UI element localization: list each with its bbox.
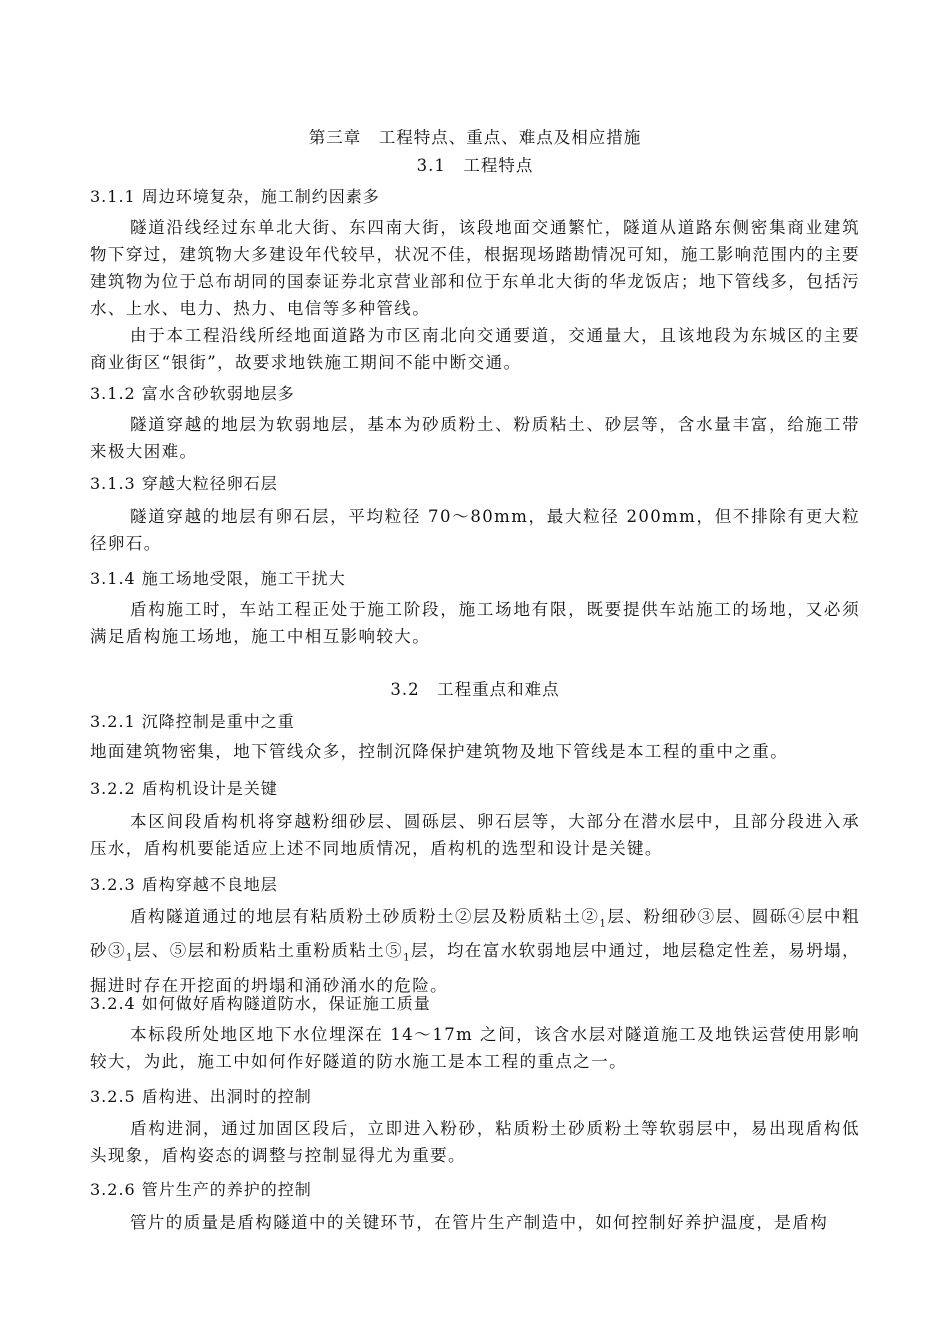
paragraph: 隧道沿线经过东单北大街、东四南大街，该段地面交通繁忙，隧道从道路东侧密集商业建筑物下穿过，建筑物大多建设年代较早，状况不佳，根据现场踏勘情况可知，施工影响范围内的主要建筑物为位于总布胡同的国泰证券北京营业部和位于东单北大街的华龙饭店；地下管线多，包括污水、上水、电力、热力、电信等多种管线。 (90, 218, 860, 318)
subsection-heading-3-2-5: 3.2.5 盾构进、出洞时的控制 (90, 1087, 312, 1106)
section-title-3-1: 3.1 工程特点 (416, 156, 534, 175)
chapter-title: 第三章 工程特点、重点、难点及相应措施 (308, 128, 642, 147)
subsection-heading-3-2-2: 3.2.2 盾构机设计是关键 (90, 779, 278, 798)
paragraph: 本区间段盾构机将穿越粉细砂层、圆砾层、卵石层等，大部分在潜水层中，且部分段进入承压水，盾构机要能适应上述不同地质情况，盾构机的选型和设计是关键。 (90, 812, 860, 858)
paragraph: 管片的质量是盾构隧道中的关键环节，在管片生产制造中，如何控制好养护温度，是盾构 (130, 1213, 829, 1232)
paragraph: 地面建筑物密集，地下管线众多，控制沉降保护建筑物及地下管线是本工程的重中之重。 (90, 742, 789, 761)
paragraph: 本标段所处地区地下水位埋深在 14～17m 之间，该含水层对隧道施工及地铁运营使用影响较大，为此，施工中如何作好隧道的防水施工是本工程的重点之一。 (90, 1025, 860, 1071)
subsection-heading-3-1-1: 3.1.1 周边环境复杂，施工制约因素多 (90, 187, 380, 206)
paragraph: 隧道穿越的地层有卵石层，平均粒径 70～80mm，最大粒径 200mm，但不排除有更大粒径卵石。 (90, 507, 860, 553)
subsection-heading-3-1-4: 3.1.4 施工场地受限，施工干扰大 (90, 569, 346, 588)
subsection-heading-3-2-3: 3.2.3 盾构穿越不良地层 (90, 875, 278, 894)
subsection-heading-3-2-1: 3.2.1 沉降控制是重中之重 (90, 712, 295, 731)
paragraph: 盾构隧道通过的地层有粘质粉土砂质粉土②层及粉质粘土$②_1$层、粉细砂③层、圆砾④层中粗砂$③_1$层、⑤层和粉质粘土重粉质粘土$⑤_1$层，均在富水软弱地层中通过，地层稳定性差，易坍塌，掘进时存在开挖面的坍塌和涌砂涌水的危险。 (90, 907, 861, 995)
paragraph: 盾构施工时，车站工程正处于施工阶段，施工场地有限，既要提供车站施工的场地，又必须满足盾构施工场地，施工中相互影响较大。 (90, 600, 860, 646)
subsection-heading-3-1-3: 3.1.3 穿越大粒径卵石层 (90, 474, 278, 493)
paragraph: 由于本工程沿线所经地面道路为市区南北向交通要道，交通量大，且该地段为东城区的主要商业街区“银街”，故要求地铁施工期间不能中断交通。 (90, 326, 860, 372)
subsection-heading-3-2-6: 3.2.6 管片生产的养护的控制 (90, 1180, 312, 1199)
subsection-heading-3-2-4: 3.2.4 如何做好盾构隧道防水，保证施工质量 (90, 994, 431, 1013)
subsection-heading-3-1-2: 3.1.2 富水含砂软弱地层多 (90, 384, 295, 403)
paragraph: 盾构进洞，通过加固区段后，立即进入粉砂，粘质粉土砂质粉土等软弱层中，易出现盾构低头现象，盾构姿态的调整与控制显得尤为重要。 (90, 1119, 860, 1165)
paragraph: 隧道穿越的地层为软弱地层，基本为砂质粉土、粉质粘土、砂层等，含水量丰富，给施工带来极大困难。 (90, 415, 860, 461)
section-title-3-2: 3.2 工程重点和难点 (390, 680, 560, 699)
